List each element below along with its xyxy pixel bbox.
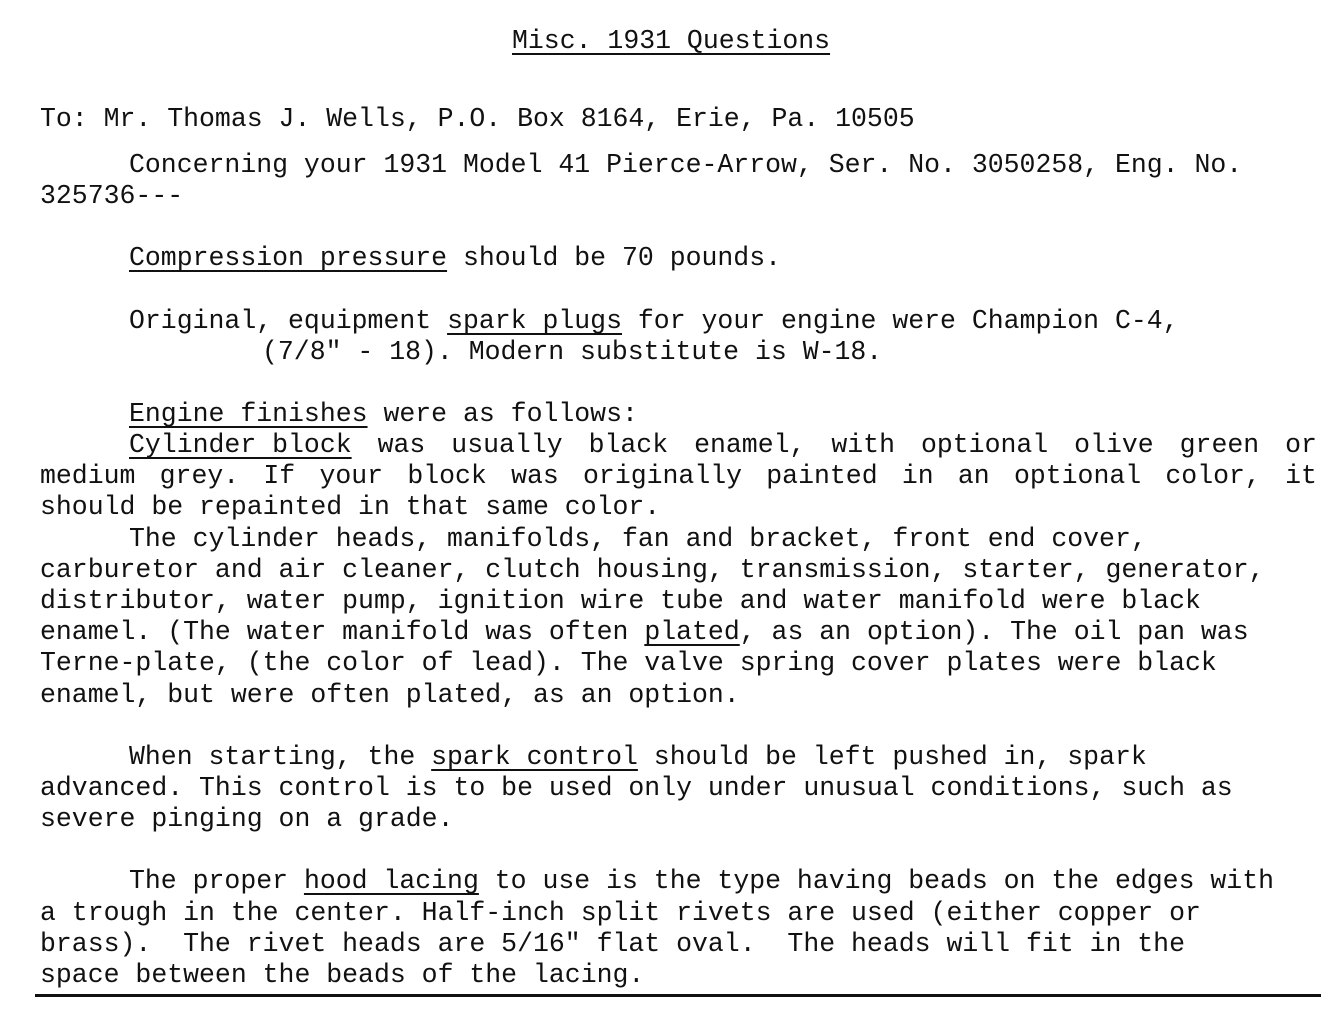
- compression-paragraph: [129, 243, 781, 274]
- cylinder-block-word: optional: [920, 430, 1049, 460]
- cylinder-block-word: optional: [1013, 461, 1142, 491]
- spark-plugs-pre: Original, equipment: [129, 306, 448, 336]
- heads-line-6: enamel, but were often plated, as an option.: [40, 680, 740, 710]
- cylinder-block-word: color,: [1165, 461, 1261, 491]
- cylinder-block-line-3: should be repainted in that same color.: [40, 492, 661, 522]
- cylinder-block-word: painted: [766, 461, 878, 491]
- spark-control-post: should be left pushed in, spark: [637, 742, 1147, 772]
- cylinder-block-line-2: [40, 461, 1317, 492]
- hood-lacing-line-4: space between the beads of the lacing.: [40, 960, 645, 990]
- spark-control-line-2: advanced. This control is to be used only under unusual conditions, such as: [40, 773, 1233, 803]
- cylinder-block-line-1: [129, 430, 1317, 461]
- cylinder-block-word: medium: [40, 461, 136, 491]
- cylinder-block-word: If: [263, 461, 296, 491]
- cylinder-block-word: with: [831, 430, 895, 460]
- spark-plugs-line-1: [129, 306, 1179, 337]
- spark-control-pre: When starting, the: [129, 742, 432, 772]
- address-line: To: Mr. Thomas J. Wells, P.O. Box 8164, Erie, Pa. 10505: [40, 104, 915, 134]
- heads-line-5: Terne-plate, (the color of lead). The valve spring cover plates were black: [40, 648, 1217, 678]
- hood-lacing-pre: The proper: [129, 866, 304, 896]
- spark-plugs-line-2: (7/8" - 18). Modern substitute is W-18.: [262, 337, 883, 367]
- cylinder-block-word: green: [1179, 430, 1260, 460]
- cylinder-block-word: was: [511, 461, 559, 491]
- intro-line-2: 325736---: [40, 181, 184, 211]
- heads-line-3: distributor, water pump, ignition wire tube and water manifold were black: [40, 586, 1201, 616]
- heads-line-4-pre: enamel. (The water manifold was often: [40, 617, 645, 647]
- cylinder-block-word: olive: [1074, 430, 1154, 460]
- engine-finishes-text: were as follows:: [367, 399, 638, 429]
- engine-finishes-heading: [129, 399, 638, 430]
- cylinder-block-word: enamel,: [694, 430, 806, 460]
- plated-term: plated: [644, 617, 740, 647]
- intro-line-1: Concerning your 1931 Model 41 Pierce-Arrow, Ser. No. 3050258, Eng. No.: [129, 150, 1243, 180]
- hood-lacing-line-2: a trough in the center. Half-inch split rivets are used (either copper or: [40, 898, 1201, 928]
- engine-finishes-term: Engine finishes: [129, 399, 368, 429]
- heads-line-2: carburetor and air cleaner, clutch housing, transmission, starter, generator,: [40, 555, 1265, 585]
- hood-lacing-line-3: brass). The rivet heads are 5/16" flat oval. The heads will fit in the: [40, 929, 1185, 959]
- spark-plugs-post: for your engine were Champion C-4,: [622, 306, 1179, 336]
- cylinder-block-word: your: [319, 461, 384, 491]
- cylinder-block-word: originally: [583, 461, 743, 491]
- cylinder-block-word: an: [957, 461, 990, 491]
- cylinder-block-term: Cylinder block: [129, 430, 352, 460]
- spark-control-line-1: [129, 742, 1147, 773]
- cylinder-block-word: black: [588, 430, 669, 460]
- cylinder-block-word: block: [407, 461, 487, 491]
- heads-line-1: The cylinder heads, manifolds, fan and bracket, front end cover,: [129, 524, 1147, 554]
- page-title: Misc. 1931 Questions: [512, 26, 831, 56]
- spark-control-line-3: severe pinging on a grade.: [40, 804, 454, 834]
- hood-lacing-post: to use is the type having beads on the edges with: [478, 866, 1275, 896]
- cylinder-block-word: was: [377, 430, 426, 460]
- hood-lacing-term: hood lacing: [303, 866, 479, 896]
- heads-line-4-post: , as an option). The oil pan was: [739, 617, 1249, 647]
- spark-plugs-term: spark plugs: [447, 306, 622, 336]
- cylinder-block-word: it: [1285, 461, 1317, 491]
- cylinder-block-word: grey.: [159, 461, 240, 491]
- cylinder-block-word: in: [901, 461, 934, 491]
- cylinder-block-word: usually: [451, 430, 563, 460]
- compression-term: Compression pressure: [129, 243, 448, 273]
- spark-control-term: spark control: [431, 742, 638, 772]
- bottom-rule: [35, 994, 1321, 997]
- hood-lacing-line-1: [129, 866, 1274, 897]
- cylinder-block-word: or: [1285, 430, 1317, 460]
- heads-line-4: [40, 617, 1249, 648]
- compression-text: should be 70 pounds.: [447, 243, 782, 273]
